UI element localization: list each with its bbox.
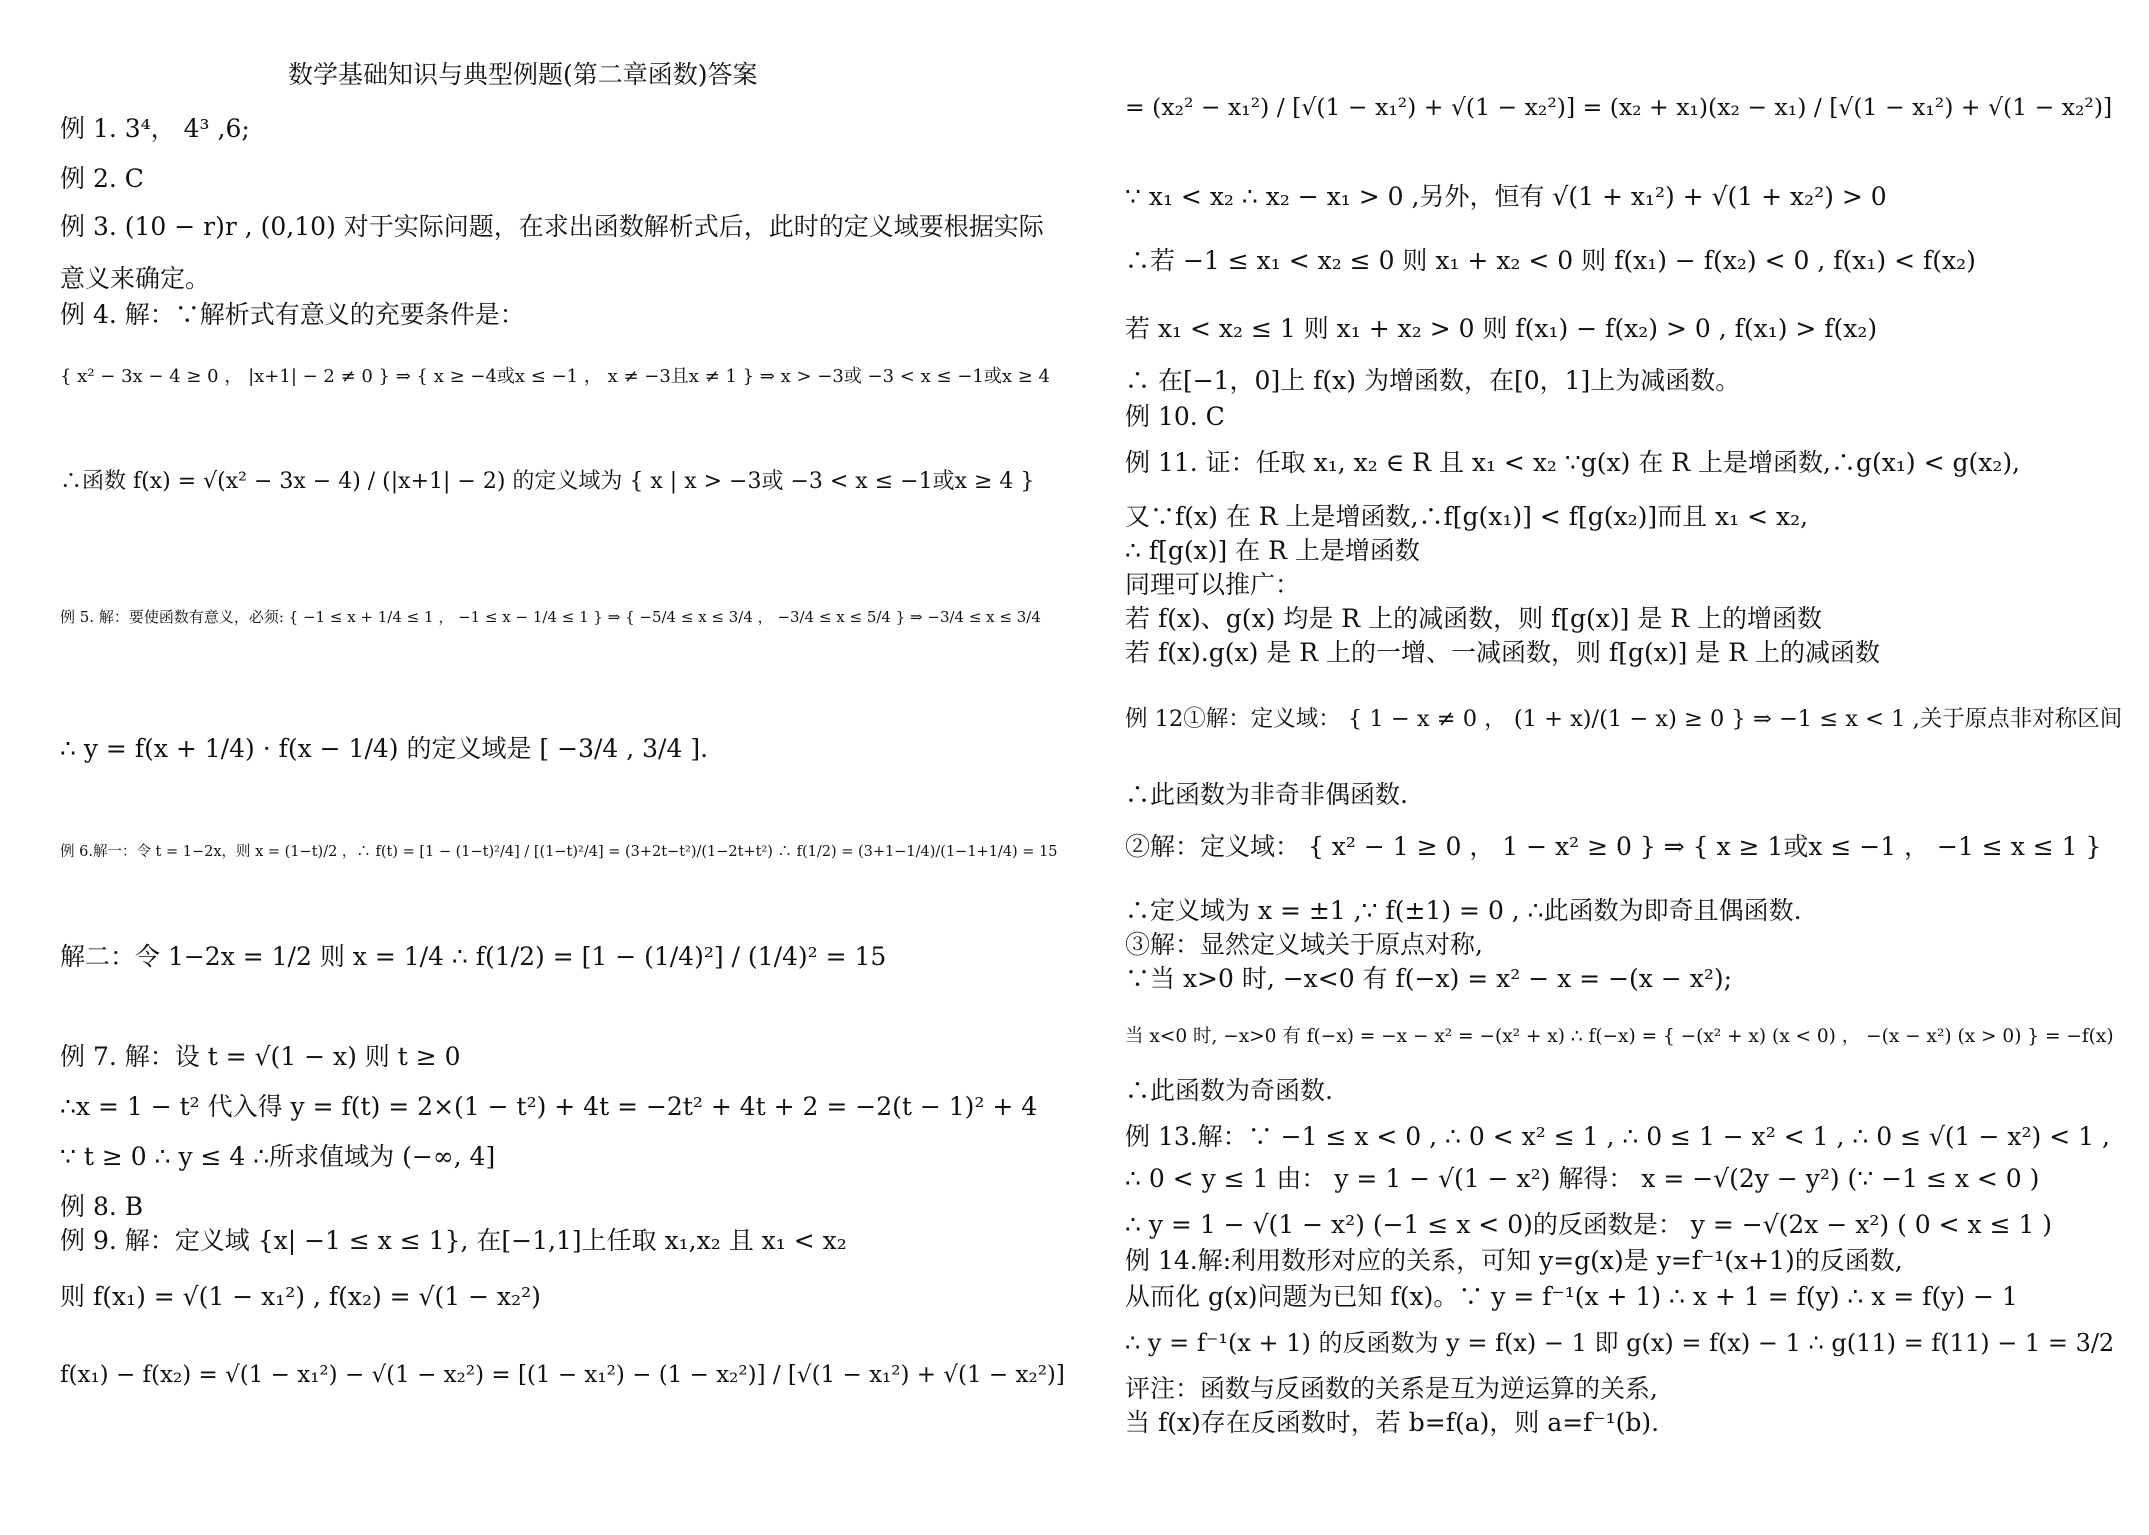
example-8: 例 8. B bbox=[60, 1192, 144, 1221]
example-13-solve: ∴ 0 < y ≤ 1 由： y = 1 − √(1 − x²) 解得： x = −√(2y − y²) (∵ −1 ≤ x < 0 ) bbox=[1125, 1164, 2040, 1193]
example-2: 例 2. C bbox=[60, 164, 144, 193]
example-14-result: ∴ y = f⁻¹(x + 1) 的反函数为 y = f(x) − 1 即 g(x) = f(x) − 1 ∴ g(11) = f(11) − 1 = 3/2 bbox=[1125, 1329, 2115, 1357]
example-6-solution-2: 解二：令 1−2x = 1/2 则 x = 1/4 ∴ f(1/2) = [1 − (1/4)²] / (1/4)² = 15 bbox=[60, 942, 887, 971]
example-3: 例 3. (10 − r)r , (0,10) 对于实际问题，在求出函数解析式后，此时的定义域要根据实际 bbox=[60, 212, 1044, 241]
example-12-part-1: 例 12①解：定义域： { 1 − x ≠ 0 ， (1 + x)/(1 − x) ≥ 0 } ⇒ −1 ≤ x < 1 ,关于原点非对称区间 bbox=[1125, 706, 2123, 732]
example-11-generalize: 同理可以推广： bbox=[1125, 570, 1301, 599]
example-11-step-2: 又∵f(x) 在 R 上是增函数,∴f[g(x₁)] < f[g(x₂)]而且 x₁ < x₂, bbox=[1125, 502, 1809, 531]
example-4: 例 4. 解：∵解析式有意义的充要条件是： bbox=[60, 300, 525, 329]
example-3-cont: 意义来确定。 bbox=[60, 264, 211, 293]
example-12-part-3-positive: ∵当 x>0 时, −x<0 有 f(−x) = x² − x = −(x − x²); bbox=[1125, 964, 1733, 993]
example-9-difference: f(x₁) − f(x₂) = √(1 − x₁²) − √(1 − x₂²) = [(1 − x₁²) − (1 − x₂²)] / [√(1 − x₁²) + √(1 − x₂²)] bbox=[60, 1362, 1065, 1388]
example-9-values: 则 f(x₁) = √(1 − x₁²) , f(x₂) = √(1 − x₂²) bbox=[60, 1282, 541, 1311]
example-7-range: ∵ t ≥ 0 ∴ y ≤ 4 ∴所求值域为 (−∞, 4] bbox=[60, 1142, 496, 1171]
example-11: 例 11. 证：任取 x₁, x₂ ∈ R 且 x₁ < x₂ ∵g(x) 在 R 上是增函数,∴g(x₁) < g(x₂), bbox=[1125, 448, 2021, 477]
example-5-domain: ∴ y = f(x + 1/4) · f(x − 1/4) 的定义域是 [ −3/4 , 3/4 ]. bbox=[60, 734, 709, 763]
example-9-case-negative: ∴若 −1 ≤ x₁ < x₂ ≤ 0 则 x₁ + x₂ < 0 则 f(x₁) − f(x₂) < 0 , f(x₁) < f(x₂) bbox=[1125, 246, 1976, 275]
example-12-part-3: ③解：显然定义域关于原点对称, bbox=[1125, 930, 1483, 959]
page-title: 数学基础知识与典型例题(第二章函数)答案 bbox=[288, 60, 758, 89]
example-9: 例 9. 解：定义域 {x| −1 ≤ x ≤ 1}, 在[−1,1]上任取 x₁,x₂ 且 x₁ < x₂ bbox=[60, 1226, 847, 1255]
example-9-case-positive: 若 x₁ < x₂ ≤ 1 则 x₁ + x₂ > 0 则 f(x₁) − f(x₂) > 0 , f(x₁) > f(x₂) bbox=[1125, 314, 1878, 343]
example-4-domain: ∴函数 f(x) = √(x² − 3x − 4) / (|x+1| − 2) 的定义域为 { x | x > −3或 −3 < x ≤ −1或x ≥ 4 } bbox=[60, 469, 1035, 494]
example-12-part-2: ②解：定义域： { x² − 1 ≥ 0 ， 1 − x² ≥ 0 } ⇒ { x ≥ 1或x ≤ −1 ， −1 ≤ x ≤ 1 } bbox=[1125, 832, 2102, 861]
example-12-part-1-result: ∴此函数为非奇非偶函数. bbox=[1125, 780, 1408, 809]
example-13-inverse: ∴ y = 1 − √(1 − x²) (−1 ≤ x < 0)的反函数是： y = −√(2x − x²) ( 0 < x ≤ 1 ) bbox=[1125, 1210, 2053, 1239]
example-5: 例 5. 解：要使函数有意义，必须: { −1 ≤ x + 1/4 ≤ 1 ， −1 ≤ x − 1/4 ≤ 1 } ⇒ { −5/4 ≤ x ≤ 3/4 ， −3/4 ≤ x ≤ 5/4 } ⇒ −3/4 ≤ x ≤ 3/4 bbox=[60, 608, 1041, 626]
example-9-factored: = (x₂² − x₁²) / [√(1 − x₁²) + √(1 − x₂²)] = (x₂ + x₁)(x₂ − x₁) / [√(1 − x₁²) + √(1 − x₂²)] bbox=[1125, 93, 2113, 121]
example-11-result: ∴ f[g(x)] 在 R 上是增函数 bbox=[1125, 536, 1420, 565]
example-7-substitution: ∴x = 1 − t² 代入得 y = f(t) = 2×(1 − t²) + 4t = −2t² + 4t + 2 = −2(t − 1)² + 4 bbox=[60, 1092, 1038, 1121]
example-7: 例 7. 解：设 t = √(1 − x) 则 t ≥ 0 bbox=[60, 1042, 461, 1071]
example-9-conclusion: ∴ 在[−1，0]上 f(x) 为增函数，在[0，1]上为减函数。 bbox=[1125, 366, 1741, 395]
example-12-part-3-negative: 当 x<0 时, −x>0 有 f(−x) = −x − x² = −(x² + x) ∴ f(−x) = { −(x² + x) (x < 0) ， −(x − x²) (x > 0) } = −f(x) bbox=[1125, 1026, 2114, 1047]
example-12-part-2-result: ∴定义域为 x = ±1 ,∵ f(±1) = 0 , ∴此函数为即奇且偶函数. bbox=[1125, 896, 1802, 925]
example-6-solution-1: 例 6.解一：令 t = 1−2x，则 x = (1−t)/2 ，∴ f(t) = [1 − (1−t)²/4] / [(1−t)²/4] = (3+2t−t²)/(1−2t+t²) ∴ f(1/2) = (3+1−1/4)/(1−1+1/4) = 15 bbox=[60, 844, 1058, 860]
example-12-part-3-result: ∴此函数为奇函数. bbox=[1125, 1076, 1333, 1105]
example-10: 例 10. C bbox=[1125, 402, 1225, 431]
example-14-step-2: 从而化 g(x)问题为已知 f(x)。∵ y = f⁻¹(x + 1) ∴ x + 1 = f(y) ∴ x = f(y) − 1 bbox=[1125, 1282, 2018, 1311]
commentary-2: 当 f(x)存在反函数时，若 b=f(a)，则 a=f⁻¹(b). bbox=[1125, 1408, 1660, 1437]
example-1: 例 1. 3⁴， 4³ ,6; bbox=[60, 114, 250, 143]
example-9-sign: ∵ x₁ < x₂ ∴ x₂ − x₁ > 0 ,另外，恒有 √(1 + x₁²) + √(1 + x₂²) > 0 bbox=[1125, 182, 1887, 211]
example-11-rule-1: 若 f(x)、g(x) 均是 R 上的减函数，则 f[g(x)] 是 R 上的增函数 bbox=[1125, 604, 1823, 633]
example-13: 例 13.解：∵ −1 ≤ x < 0 , ∴ 0 < x² ≤ 1 , ∴ 0 ≤ 1 − x² < 1 , ∴ 0 ≤ √(1 − x²) < 1 , bbox=[1125, 1122, 2110, 1151]
example-14: 例 14.解:利用数形对应的关系，可知 y=g(x)是 y=f⁻¹(x+1)的反函数, bbox=[1125, 1246, 1903, 1275]
commentary-1: 评注：函数与反函数的关系是互为逆运算的关系, bbox=[1125, 1374, 1658, 1403]
example-11-rule-2: 若 f(x).g(x) 是 R 上的一增、一减函数，则 f[g(x)] 是 R 上的减函数 bbox=[1125, 638, 1881, 667]
example-4-system: { x² − 3x − 4 ≥ 0 ， |x+1| − 2 ≠ 0 } ⇒ { x ≥ −4或x ≤ −1 ， x ≠ −3且x ≠ 1 } ⇒ x > −3或 −3 < x ≤ −1或x ≥ 4 bbox=[60, 366, 1050, 387]
